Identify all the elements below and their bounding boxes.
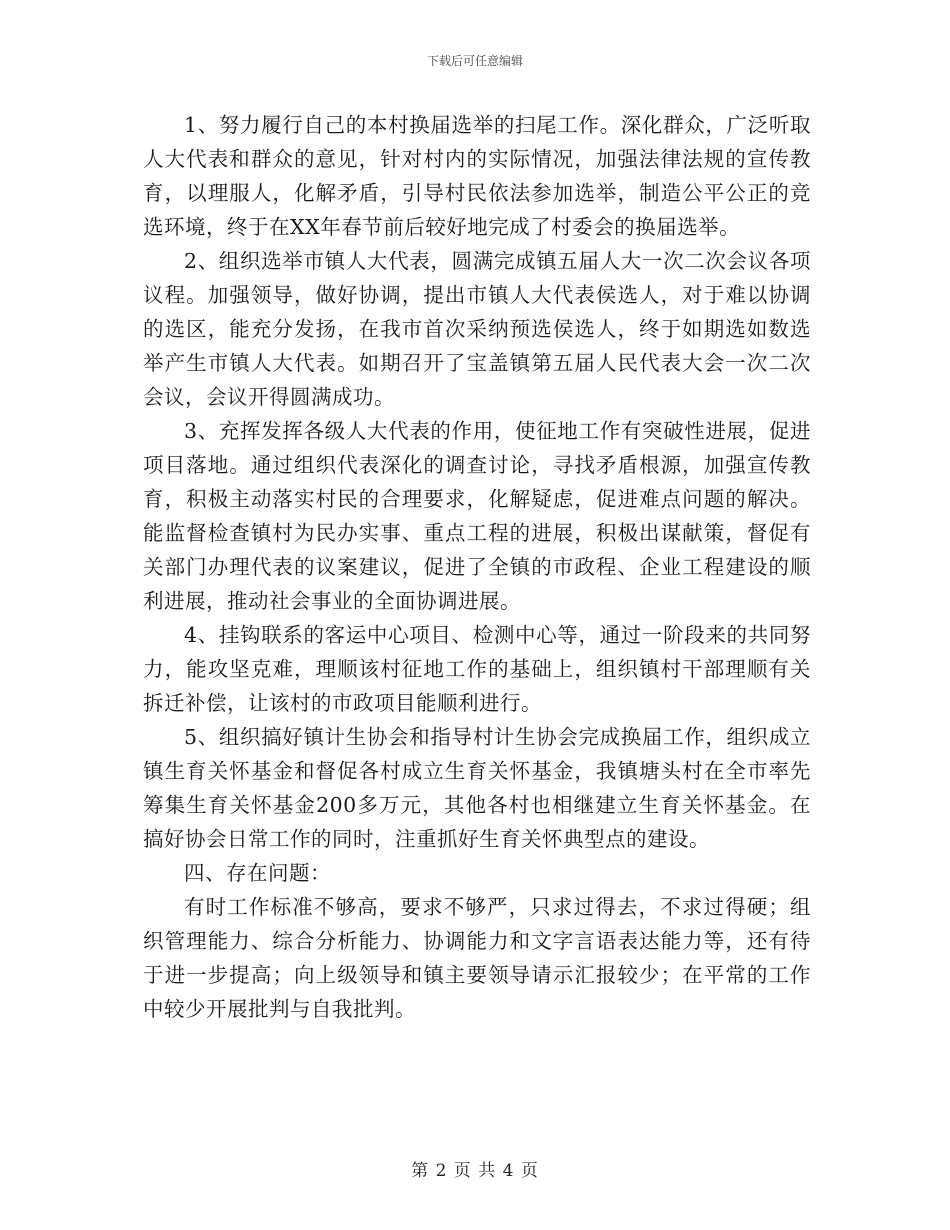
page-footer: 第 2 页 共 4 页 bbox=[411, 1161, 539, 1181]
page-header: 下载后可任意编辑 bbox=[426, 54, 523, 68]
paragraph-item-3: 3、充挥发挥各级人大代表的作用，使征地工作有突破性进展，促进项目落地。通过组织代表深化的调查讨论，寻找矛盾根源，加强宣传教育，积极主动落实村民的合理要求，化解疑虑，促进难点问题的解决。能监督检查镇村为民办实事、重点工程的进展，积极出谋献策，督促有关部门办理代表的议案建议，促进了全镇的市政程、企业工程建设的顺利进展，推动社会事业的全面协调进展。 bbox=[143, 419, 811, 613]
paragraph-problems: 有时工作标准不够高，要求不够严，只求过得去，不求过得硬；组织管理能力、综合分析能力、协调能力和文字言语表达能力等，还有待于进一步提高；向上级领导和镇主要领导请示汇报较少；在平常的工作中较少开展批判与自我批判。 bbox=[143, 895, 811, 1021]
document-body bbox=[143, 108, 811, 1026]
paragraph-item-1: 1、努力履行自己的本村换届选举的扫尾工作。深化群众，广泛听取人大代表和群众的意见，针对村内的实际情况，加强法律法规的宣传教育，以理服人，化解矛盾，引导村民依法参加选举，制造公平公正的竞选环境，终于在XX年春节前后较好地完成了村委会的换届选举。 bbox=[143, 113, 811, 239]
paragraph-item-4: 4、挂钩联系的客运中心项目、检测中心等，通过一阶段来的共同努力，能攻坚克难，理顺该村征地工作的基础上，组织镇村干部理顺有关拆迁补偿，让该村的市政项目能顺利进行。 bbox=[143, 623, 811, 715]
paragraph-item-5: 5、组织搞好镇计生协会和指导村计生协会完成换届工作，组织成立镇生育关怀基金和督促各村成立生育关怀基金，我镇塘头村在全市率先筹集生育关怀基金200多万元，其他各村也相继建立生育关怀基金。在搞好协会日常工作的同时，注重抓好生育关怀典型点的建设。 bbox=[143, 725, 811, 851]
section-heading-problems: 四、存在问题： bbox=[184, 861, 331, 885]
paragraph-item-2: 2、组织选举市镇人大代表，圆满完成镇五届人大一次二次会议各项议程。加强领导，做好协调，提出市镇人大代表侯选人，对于难以协调的选区，能充分发扬，在我市首次采纳预选侯选人，终于如期选如数选举产生市镇人大代表。如期召开了宝盖镇第五届人民代表大会一次二次会议，会议开得圆满成功。 bbox=[143, 249, 811, 409]
